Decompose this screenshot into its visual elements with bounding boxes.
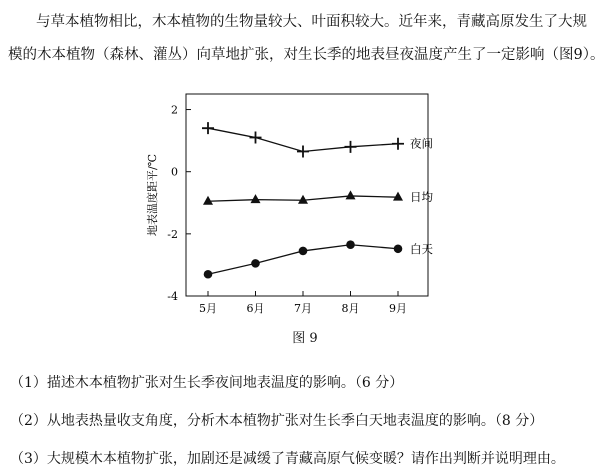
- plus-marker: [250, 132, 262, 144]
- circle-marker: [346, 240, 355, 249]
- triangle-marker: [346, 190, 356, 199]
- series-label: 夜间: [410, 136, 433, 151]
- intro-line-1: 与草本植物相比，木本植物的生物量较大、叶面积较大。近年来，青藏高原发生了大规: [36, 14, 587, 30]
- question-2: （2）从地表热量收支角度，分析木本植物扩张对生长季白天地表温度的影响。（8 分）: [10, 413, 544, 429]
- x-tick-label: 8月: [341, 302, 360, 315]
- circle-marker: [394, 244, 403, 253]
- x-tick-label: 9月: [389, 302, 407, 315]
- series-label: 日均: [410, 190, 433, 205]
- plus-marker: [345, 141, 357, 153]
- question-1: （1）描述木本植物扩张对生长季夜间地表温度的影响。（6 分）: [10, 375, 404, 391]
- y-tick-label: 2: [171, 103, 178, 117]
- circle-marker: [299, 247, 308, 256]
- y-tick-label: -2: [167, 227, 178, 241]
- triangle-marker: [203, 196, 213, 205]
- plus-marker: [297, 145, 309, 157]
- series-label: 白天: [410, 241, 433, 256]
- intro-line-2: 模的木本植物（森林、灌丛）向草地扩张，对生长季的地表昼夜温度产生了一定影响（图9）。: [8, 47, 605, 63]
- triangle-marker: [298, 195, 308, 204]
- question-3: （3）大规模木本植物扩张，加剧还是减缓了青藏高原气候变暖？请作出判断并说明理由。: [10, 451, 565, 467]
- x-tick-label: 6月: [246, 302, 265, 315]
- y-axis-label: 地表温度距平/℃: [146, 153, 159, 237]
- y-tick-label: -4: [167, 290, 178, 303]
- plus-marker: [202, 122, 214, 134]
- x-tick-label: 7月: [294, 302, 312, 315]
- intro-paragraph: [8, 6, 604, 72]
- circle-marker: [251, 259, 260, 268]
- triangle-marker: [251, 194, 261, 203]
- x-tick-label: 5月: [199, 302, 217, 315]
- circle-marker: [204, 270, 213, 279]
- temperature-anomaly-chart: [140, 88, 460, 324]
- plot-frame: [186, 94, 428, 296]
- y-tick-label: 0: [171, 165, 178, 179]
- plus-marker: [392, 138, 404, 150]
- figure-caption: 图 9: [292, 331, 318, 346]
- triangle-marker: [393, 192, 403, 201]
